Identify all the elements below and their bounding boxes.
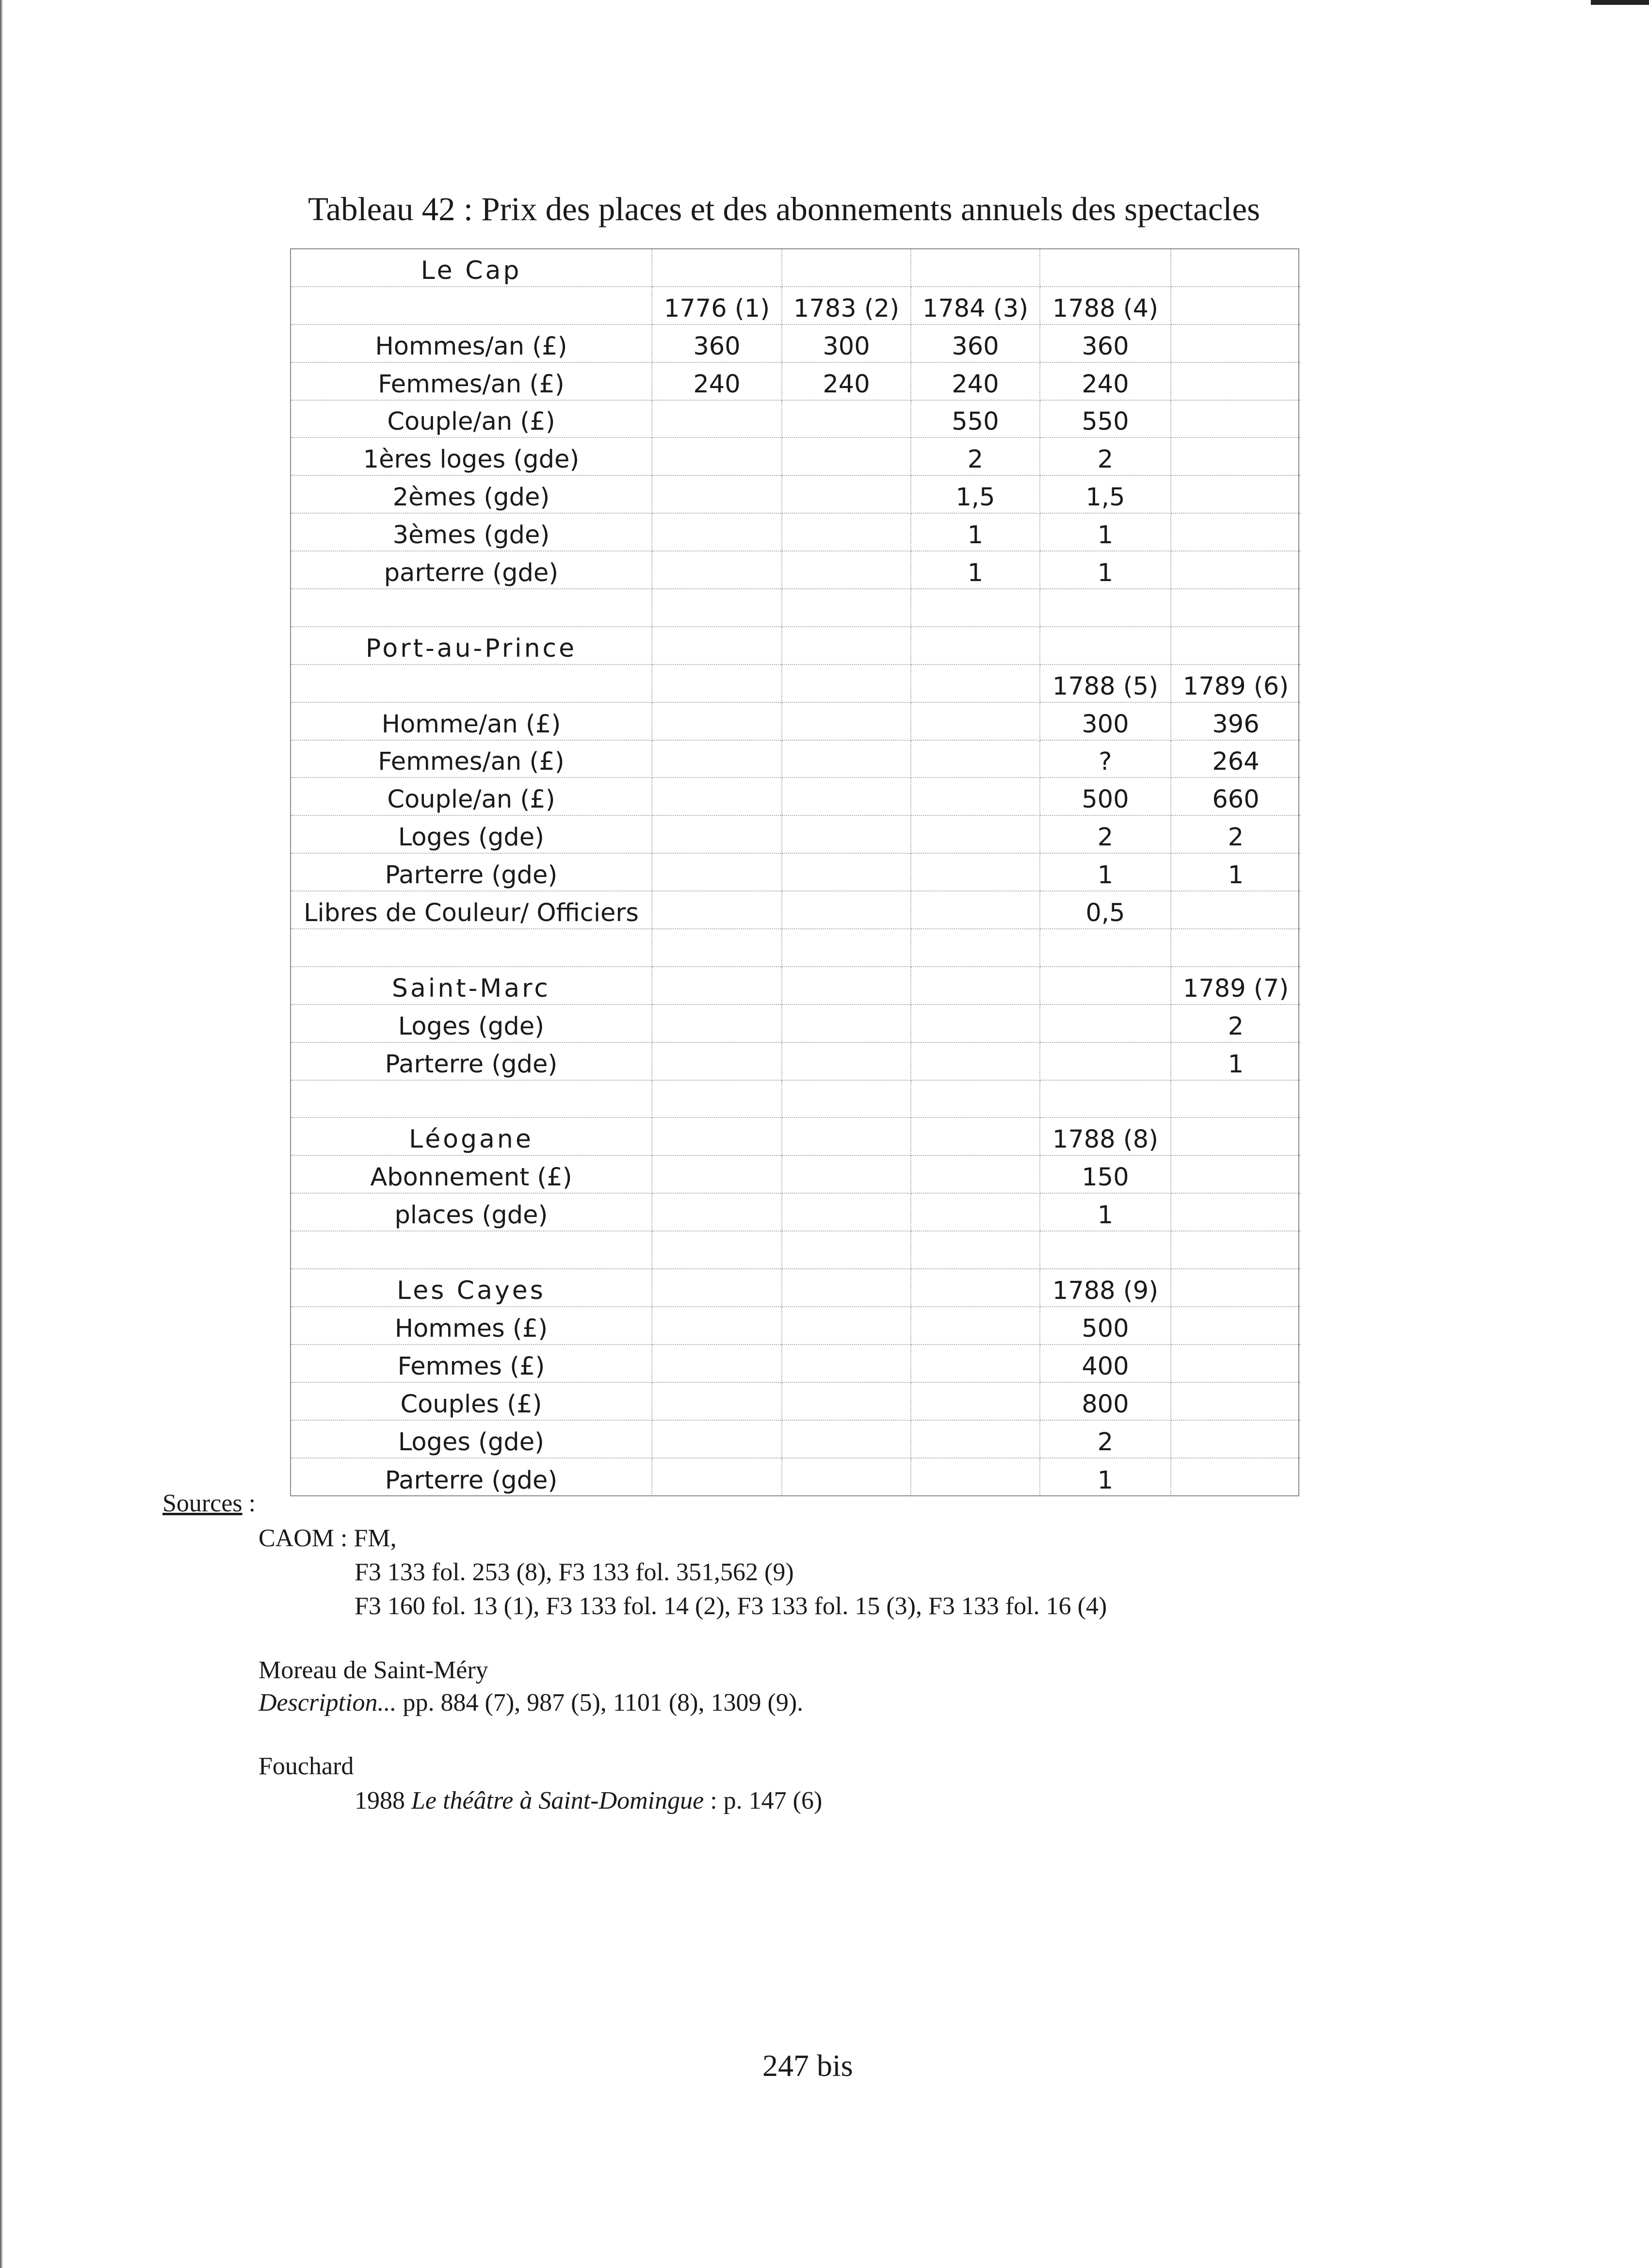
source-fouchard-title: Fouchard bbox=[259, 1752, 354, 1780]
table-cell bbox=[1040, 967, 1171, 1005]
table-cell bbox=[911, 1307, 1040, 1345]
table-cell bbox=[1171, 1458, 1300, 1496]
sources-label: Sources bbox=[162, 1490, 242, 1517]
table-cell bbox=[652, 1269, 782, 1307]
table-cell bbox=[652, 816, 782, 854]
table-cell: 2 bbox=[1171, 1005, 1300, 1043]
table-cell bbox=[782, 1156, 911, 1194]
table-cell bbox=[911, 1383, 1040, 1421]
table-cell bbox=[1171, 1231, 1300, 1269]
table-cell bbox=[652, 1421, 782, 1458]
table-cell: 1783 (2) bbox=[782, 287, 911, 325]
table-cell bbox=[911, 703, 1040, 741]
table-cell bbox=[652, 551, 782, 589]
table-cell bbox=[911, 1156, 1040, 1194]
table-cell: 360 bbox=[1040, 325, 1171, 363]
table-cell bbox=[1040, 1043, 1171, 1081]
table-cell bbox=[911, 627, 1040, 665]
table-cell bbox=[911, 891, 1040, 929]
table-cell: 1789 (6) bbox=[1171, 665, 1300, 703]
table-cell bbox=[652, 514, 782, 551]
table-cell bbox=[911, 1118, 1040, 1156]
table-cell: 800 bbox=[1040, 1383, 1171, 1421]
table-cell bbox=[911, 1269, 1040, 1307]
table-cell bbox=[782, 1081, 911, 1118]
table-cell bbox=[782, 703, 911, 741]
table-cell: 2 bbox=[1040, 816, 1171, 854]
table-cell bbox=[1040, 627, 1171, 665]
table-cell bbox=[782, 438, 911, 476]
table-row-label bbox=[291, 665, 652, 703]
table-row-label: Parterre (gde) bbox=[291, 1043, 652, 1081]
table-cell: 500 bbox=[1040, 1307, 1171, 1345]
table-row-label: Homme/an (£) bbox=[291, 703, 652, 741]
table-cell: 396 bbox=[1171, 703, 1300, 741]
table-cell: 660 bbox=[1171, 778, 1300, 816]
table-cell bbox=[782, 401, 911, 438]
table-cell bbox=[782, 1458, 911, 1496]
table-cell: 1788 (9) bbox=[1040, 1269, 1171, 1307]
table-row-label: Loges (gde) bbox=[291, 1421, 652, 1458]
source-fouchard-pages: : p. 147 (6) bbox=[704, 1787, 823, 1814]
table-cell: 1 bbox=[1040, 514, 1171, 551]
table-cell: 2 bbox=[911, 438, 1040, 476]
table-cell bbox=[652, 1194, 782, 1231]
table-cell: 1776 (1) bbox=[652, 287, 782, 325]
source-moreau-line bbox=[259, 1688, 803, 1717]
table-cell: 240 bbox=[652, 363, 782, 401]
table-cell: 1 bbox=[1040, 854, 1171, 891]
table-cell bbox=[652, 1156, 782, 1194]
table-cell bbox=[1171, 1118, 1300, 1156]
table-cell bbox=[1171, 325, 1300, 363]
table-cell bbox=[782, 816, 911, 854]
table-cell bbox=[1171, 363, 1300, 401]
table-cell bbox=[1171, 627, 1300, 665]
table-cell bbox=[911, 1458, 1040, 1496]
table-cell bbox=[1171, 476, 1300, 514]
table-cell bbox=[1171, 1383, 1300, 1421]
table-cell bbox=[652, 1118, 782, 1156]
source-caom-title: CAOM : FM, bbox=[259, 1524, 397, 1552]
table-row-label: places (gde) bbox=[291, 1194, 652, 1231]
table-cell bbox=[1040, 1231, 1171, 1269]
table-row-label: Couple/an (£) bbox=[291, 778, 652, 816]
table-cell bbox=[1040, 1005, 1171, 1043]
table-cell: 500 bbox=[1040, 778, 1171, 816]
sources-heading bbox=[162, 1489, 256, 1518]
table-row-label: Parterre (gde) bbox=[291, 854, 652, 891]
table-cell: 550 bbox=[1040, 401, 1171, 438]
table-cell bbox=[782, 476, 911, 514]
table-cell bbox=[911, 778, 1040, 816]
source-moreau-title: Moreau de Saint-Méry bbox=[259, 1656, 488, 1684]
table-cell bbox=[1171, 1156, 1300, 1194]
source-fouchard-work: Le théâtre à Saint-Domingue bbox=[411, 1787, 704, 1814]
table-cell: 240 bbox=[782, 363, 911, 401]
table-row-label: 1ères loges (gde) bbox=[291, 438, 652, 476]
table-row-label: Couple/an (£) bbox=[291, 401, 652, 438]
table-cell bbox=[782, 1345, 911, 1383]
scan-edge-mark bbox=[1591, 0, 1649, 5]
table-row-label: Abonnement (£) bbox=[291, 1156, 652, 1194]
table-cell: 300 bbox=[1040, 703, 1171, 741]
table-cell: 1788 (4) bbox=[1040, 287, 1171, 325]
table-cell bbox=[911, 665, 1040, 703]
table-cell bbox=[652, 1231, 782, 1269]
table-row-label: Loges (gde) bbox=[291, 816, 652, 854]
table-cell: 1784 (3) bbox=[911, 287, 1040, 325]
table-cell bbox=[652, 1043, 782, 1081]
table-cell bbox=[911, 929, 1040, 967]
table-cell bbox=[911, 854, 1040, 891]
source-caom-line-2: F3 160 fol. 13 (1), F3 133 fol. 14 (2), F3 133 fol. 15 (3), F3 133 fol. 16 (4) bbox=[355, 1592, 1107, 1620]
table-cell bbox=[782, 1307, 911, 1345]
table-cell bbox=[911, 816, 1040, 854]
table-cell: 400 bbox=[1040, 1345, 1171, 1383]
table-cell bbox=[1171, 401, 1300, 438]
table-row-label bbox=[291, 929, 652, 967]
table-cell bbox=[1171, 1307, 1300, 1345]
table-cell bbox=[782, 929, 911, 967]
table-cell bbox=[911, 1081, 1040, 1118]
table-cell: 1 bbox=[1040, 1458, 1171, 1496]
table-cell bbox=[1171, 1269, 1300, 1307]
table-cell bbox=[652, 249, 782, 287]
table-cell: 360 bbox=[652, 325, 782, 363]
table-cell bbox=[782, 1194, 911, 1231]
table-row-label: Libres de Couleur/ Officiers bbox=[291, 891, 652, 929]
table-cell bbox=[782, 249, 911, 287]
table-cell bbox=[1171, 287, 1300, 325]
table-cell bbox=[782, 551, 911, 589]
table-cell bbox=[911, 1194, 1040, 1231]
table-cell bbox=[652, 438, 782, 476]
table-cell bbox=[911, 1345, 1040, 1383]
table-cell bbox=[1040, 249, 1171, 287]
table-cell bbox=[652, 589, 782, 627]
table-row-label bbox=[291, 1231, 652, 1269]
sources-colon: : bbox=[242, 1490, 256, 1517]
table-cell: 0,5 bbox=[1040, 891, 1171, 929]
table-cell bbox=[782, 1269, 911, 1307]
table-cell bbox=[782, 589, 911, 627]
table-cell bbox=[1171, 1421, 1300, 1458]
table-row-label: Loges (gde) bbox=[291, 1005, 652, 1043]
table-row-label bbox=[291, 287, 652, 325]
table-row-label: Femmes (£) bbox=[291, 1345, 652, 1383]
table-cell: 1,5 bbox=[1040, 476, 1171, 514]
table-cell: 1 bbox=[1040, 551, 1171, 589]
page-number: 247 bis bbox=[762, 2048, 853, 2083]
source-moreau-pages: pp. 884 (7), 987 (5), 1101 (8), 1309 (9). bbox=[396, 1689, 804, 1717]
table-cell: 1 bbox=[1171, 854, 1300, 891]
table-cell bbox=[1171, 929, 1300, 967]
table-cell bbox=[652, 1383, 782, 1421]
table-cell bbox=[1171, 1081, 1300, 1118]
table-cell: ? bbox=[1040, 741, 1171, 778]
table-cell bbox=[652, 1081, 782, 1118]
source-fouchard-line bbox=[355, 1786, 822, 1815]
table-cell bbox=[911, 967, 1040, 1005]
table-row-label bbox=[291, 589, 652, 627]
table-row-label: Parterre (gde) bbox=[291, 1458, 652, 1496]
table-cell bbox=[652, 401, 782, 438]
table-cell: 300 bbox=[782, 325, 911, 363]
table-cell bbox=[1171, 514, 1300, 551]
table-cell bbox=[911, 741, 1040, 778]
table-cell: 1 bbox=[1040, 1194, 1171, 1231]
table-section-heading: Le Cap bbox=[291, 249, 652, 287]
scan-edge bbox=[0, 0, 3, 2268]
table-cell bbox=[782, 1005, 911, 1043]
table-cell bbox=[652, 665, 782, 703]
table-cell: 360 bbox=[911, 325, 1040, 363]
table-cell: 1 bbox=[1171, 1043, 1300, 1081]
table-row-label: 2èmes (gde) bbox=[291, 476, 652, 514]
table-cell bbox=[782, 1043, 911, 1081]
table-section-heading: Léogane bbox=[291, 1118, 652, 1156]
table-cell bbox=[1171, 249, 1300, 287]
table-row-label: Couples (£) bbox=[291, 1383, 652, 1421]
price-table bbox=[290, 248, 1299, 1496]
table-cell bbox=[911, 1005, 1040, 1043]
table-cell bbox=[652, 627, 782, 665]
table-cell bbox=[911, 1043, 1040, 1081]
table-section-heading: Port-au-Prince bbox=[291, 627, 652, 665]
table-cell: 1788 (8) bbox=[1040, 1118, 1171, 1156]
table-cell bbox=[652, 891, 782, 929]
table-cell bbox=[782, 854, 911, 891]
table-cell bbox=[782, 891, 911, 929]
table-cell bbox=[782, 1118, 911, 1156]
table-row-label: Hommes/an (£) bbox=[291, 325, 652, 363]
table-cell bbox=[652, 476, 782, 514]
table-cell: 550 bbox=[911, 401, 1040, 438]
table-title: Tableau 42 : Prix des places et des abonnements annuels des spectacles bbox=[308, 191, 1260, 227]
table-cell bbox=[652, 967, 782, 1005]
table-cell bbox=[911, 249, 1040, 287]
table-cell bbox=[911, 589, 1040, 627]
table-row-label: Femmes/an (£) bbox=[291, 363, 652, 401]
table-cell bbox=[652, 778, 782, 816]
table-cell bbox=[1171, 891, 1300, 929]
table-cell bbox=[652, 1458, 782, 1496]
table-section-heading: Saint-Marc bbox=[291, 967, 652, 1005]
source-moreau-work: Description... bbox=[259, 1689, 397, 1717]
table-cell bbox=[911, 1421, 1040, 1458]
source-caom-line-1: F3 133 fol. 253 (8), F3 133 fol. 351,562 (9) bbox=[355, 1558, 794, 1586]
table-cell bbox=[782, 1231, 911, 1269]
table-cell: 1,5 bbox=[911, 476, 1040, 514]
table-cell bbox=[1040, 929, 1171, 967]
table-cell bbox=[782, 741, 911, 778]
table-cell bbox=[782, 967, 911, 1005]
table-cell bbox=[911, 1231, 1040, 1269]
table-cell: 1 bbox=[911, 551, 1040, 589]
table-cell bbox=[652, 929, 782, 967]
table-cell bbox=[1040, 589, 1171, 627]
table-row-label: Hommes (£) bbox=[291, 1307, 652, 1345]
table-cell bbox=[1171, 551, 1300, 589]
table-cell bbox=[652, 703, 782, 741]
table-cell: 240 bbox=[1040, 363, 1171, 401]
table-cell bbox=[782, 778, 911, 816]
table-cell: 2 bbox=[1040, 438, 1171, 476]
source-fouchard-year: 1988 bbox=[355, 1787, 411, 1814]
table-cell bbox=[1171, 1194, 1300, 1231]
table-cell bbox=[1171, 438, 1300, 476]
table-cell bbox=[1171, 589, 1300, 627]
table-cell bbox=[652, 854, 782, 891]
table-cell: 1 bbox=[911, 514, 1040, 551]
table-cell: 1789 (7) bbox=[1171, 967, 1300, 1005]
table-cell bbox=[652, 1307, 782, 1345]
table-section-heading: Les Cayes bbox=[291, 1269, 652, 1307]
table-cell: 264 bbox=[1171, 741, 1300, 778]
table-cell: 2 bbox=[1171, 816, 1300, 854]
table-cell bbox=[782, 514, 911, 551]
table-cell bbox=[782, 665, 911, 703]
table-cell: 2 bbox=[1040, 1421, 1171, 1458]
table-cell: 240 bbox=[911, 363, 1040, 401]
table-row-label: parterre (gde) bbox=[291, 551, 652, 589]
table-cell: 150 bbox=[1040, 1156, 1171, 1194]
table-cell bbox=[1040, 1081, 1171, 1118]
table-cell bbox=[1171, 1345, 1300, 1383]
table-row-label bbox=[291, 1081, 652, 1118]
table-cell: 1788 (5) bbox=[1040, 665, 1171, 703]
table-row-label: 3èmes (gde) bbox=[291, 514, 652, 551]
table-cell bbox=[782, 627, 911, 665]
table-cell bbox=[652, 1345, 782, 1383]
table-cell bbox=[652, 741, 782, 778]
table-cell bbox=[652, 1005, 782, 1043]
table-row-label: Femmes/an (£) bbox=[291, 741, 652, 778]
table-cell bbox=[782, 1383, 911, 1421]
table-cell bbox=[782, 1421, 911, 1458]
